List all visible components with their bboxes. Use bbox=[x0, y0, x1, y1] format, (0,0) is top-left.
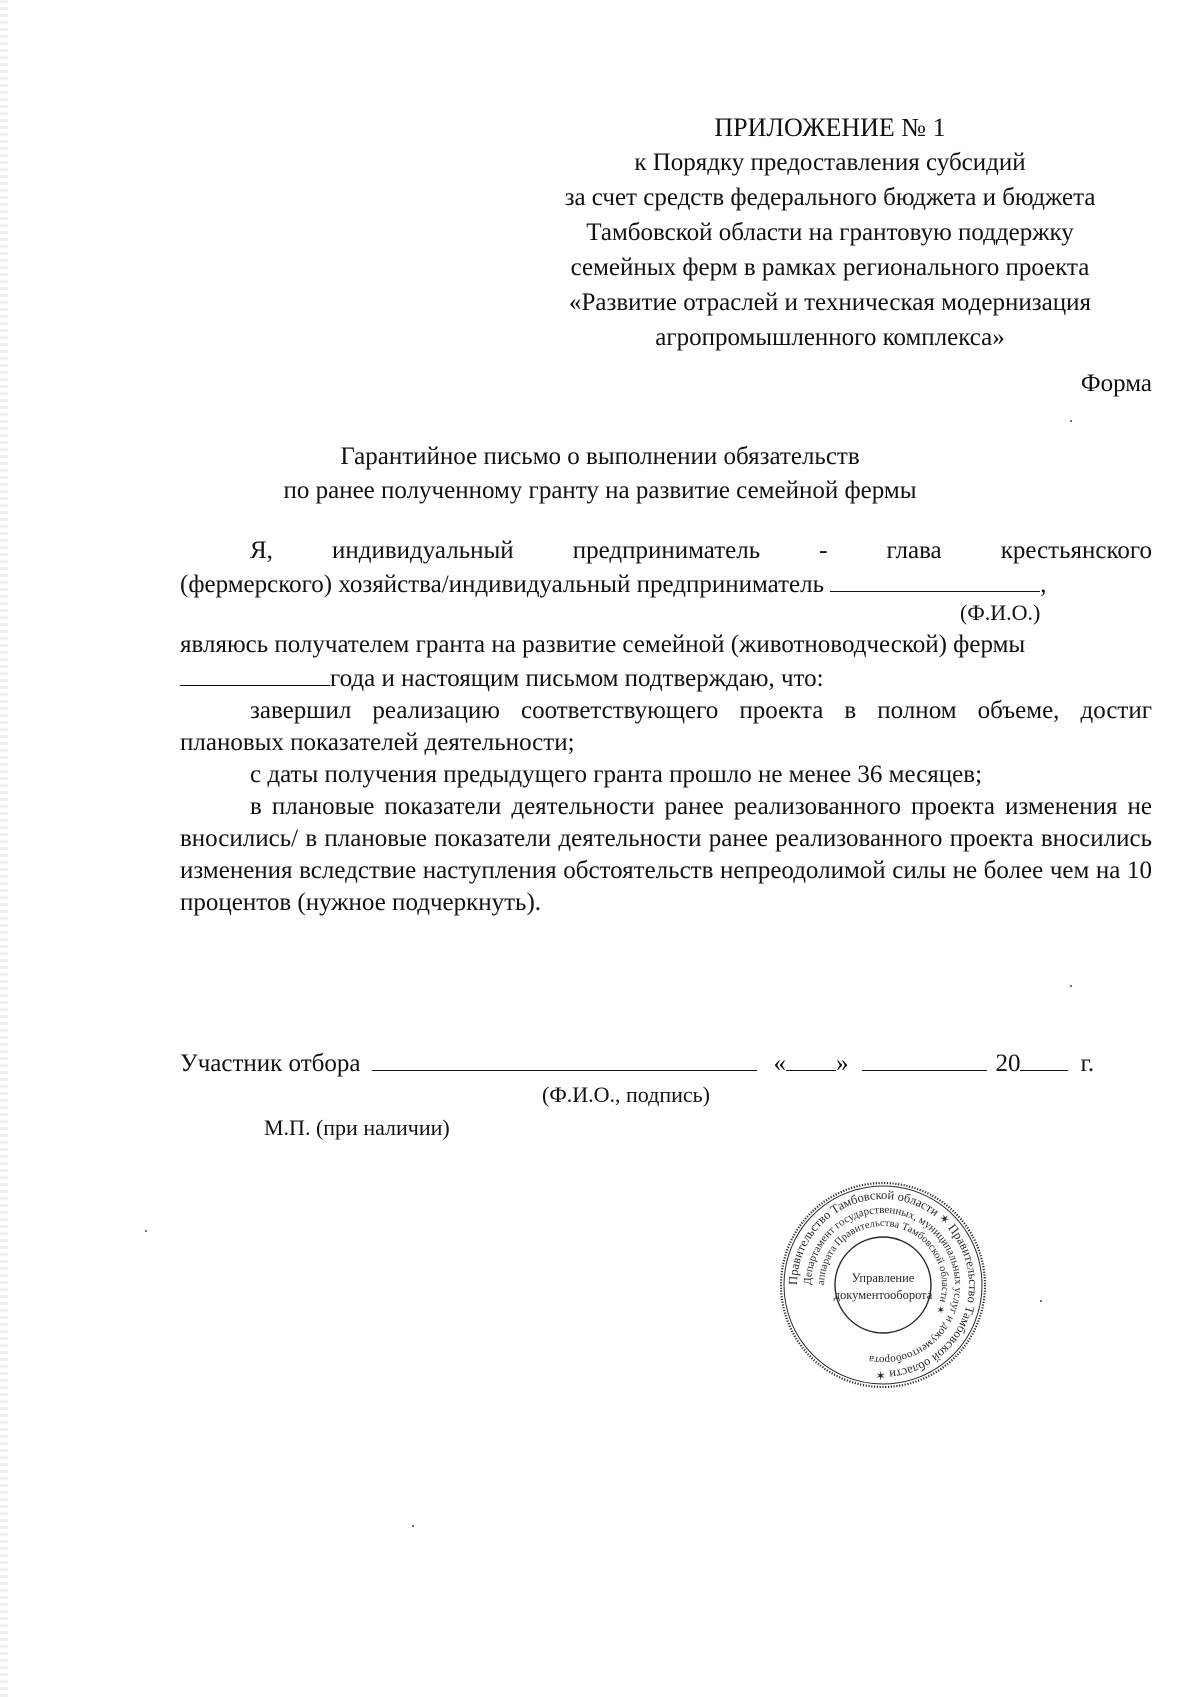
signature-blank[interactable] bbox=[372, 1046, 757, 1071]
form-label: Форма bbox=[1080, 370, 1152, 397]
stamp-inner-border bbox=[835, 1237, 931, 1333]
document-title bbox=[180, 440, 1020, 508]
scan-speck bbox=[1070, 985, 1072, 987]
stamp-middle-text: Департамент государственных, муниципальных услуг и документооборота bbox=[801, 1203, 965, 1367]
intro-word: глава bbox=[886, 537, 942, 564]
year-prefix: 20 bbox=[995, 1050, 1021, 1077]
year-blank[interactable] bbox=[180, 661, 330, 686]
quote-close: » bbox=[835, 1050, 849, 1077]
document-title-line: по ранее полученному гранту на развитие семейной фермы bbox=[283, 477, 917, 504]
appendix-title: ПРИЛОЖЕНИЕ № 1 bbox=[714, 113, 946, 142]
year-suffix: г. bbox=[1080, 1050, 1095, 1077]
letter-body bbox=[180, 535, 1152, 919]
recipient-line: являюсь получателем гранта на развитие семейной (животноводческой) фермы bbox=[180, 631, 1026, 658]
month-blank[interactable] bbox=[862, 1046, 987, 1071]
fio-caption: (Ф.И.О.) bbox=[960, 600, 1041, 625]
appendix-line: семейных ферм в рамках регионального проекта bbox=[570, 254, 1090, 281]
appendix-line: Тамбовской области на грантовую поддержку bbox=[586, 219, 1074, 246]
stamp-center-line: Управление bbox=[851, 1271, 915, 1285]
scan-speck bbox=[1070, 420, 1072, 422]
signature-row bbox=[180, 1046, 1170, 1078]
item-indicators: в плановые показатели деятельности ранее реализованного проекта изменения не вносились/ в плановые показатели деятельности ранее реализованного проекта вносились изменения вследствие наступления обстоятельств непреодолимой силы не более чем на 10 процентов (нужное подчеркнуть). bbox=[180, 793, 1152, 916]
intro-word: Я, bbox=[250, 537, 273, 564]
intro-line bbox=[180, 535, 1152, 567]
item-completed: завершил реализацию соответствующего проекта в полном объеме, достиг плановых показателей деятельности; bbox=[180, 697, 1152, 756]
year-suffix-blank[interactable] bbox=[1020, 1046, 1068, 1071]
seal-place-label: М.П. (при наличии) bbox=[264, 1115, 450, 1140]
item-36-months: с даты получения предыдущего гранта прошло не менее 36 месяцев; bbox=[250, 761, 983, 788]
day-blank[interactable] bbox=[786, 1046, 836, 1071]
participant-label: Участник отбора bbox=[180, 1050, 361, 1077]
document-title-line: Гарантийное письмо о выполнении обязательств bbox=[340, 443, 860, 470]
year-line: года и настоящим письмом подтверждаю, что: bbox=[180, 661, 1152, 695]
appendix-line: за счет средств федерального бюджета и бюджета bbox=[564, 184, 1096, 211]
scan-speck bbox=[145, 1230, 147, 1232]
appendix-header bbox=[480, 110, 1180, 355]
signature-block bbox=[180, 1046, 1170, 1140]
intro-line-2: (фермерского) хозяйства/индивидуальный предприниматель , bbox=[180, 567, 1152, 601]
stamp-outer-text: Правительство Тамбовской области ✶ Правительство Тамбовской области ✶ bbox=[785, 1187, 981, 1383]
appendix-line: агропромышленного комплекса» bbox=[655, 324, 1005, 351]
appendix-line: «Развитие отраслей и техническая модернизация bbox=[569, 289, 1091, 316]
intro-word: - bbox=[819, 537, 828, 564]
stamp-center-line: документооборота bbox=[833, 1288, 933, 1302]
appendix-line: к Порядку предоставления субсидий bbox=[634, 149, 1026, 176]
quote-open: « bbox=[773, 1050, 786, 1077]
signature-caption: (Ф.И.О., подпись) bbox=[542, 1082, 710, 1107]
stamp-inner-text: аппарата Правительства Тамбовской области ✶ bbox=[815, 1217, 951, 1316]
intro-word: крестьянского bbox=[1000, 537, 1152, 564]
official-stamp bbox=[778, 1180, 988, 1390]
intro-word: предприниматель bbox=[572, 537, 761, 564]
scan-speck bbox=[412, 1525, 414, 1527]
intro-word: индивидуальный bbox=[331, 537, 514, 564]
scan-speck bbox=[1040, 1300, 1042, 1302]
scan-edge bbox=[0, 0, 8, 1697]
fio-blank[interactable] bbox=[830, 567, 1040, 592]
